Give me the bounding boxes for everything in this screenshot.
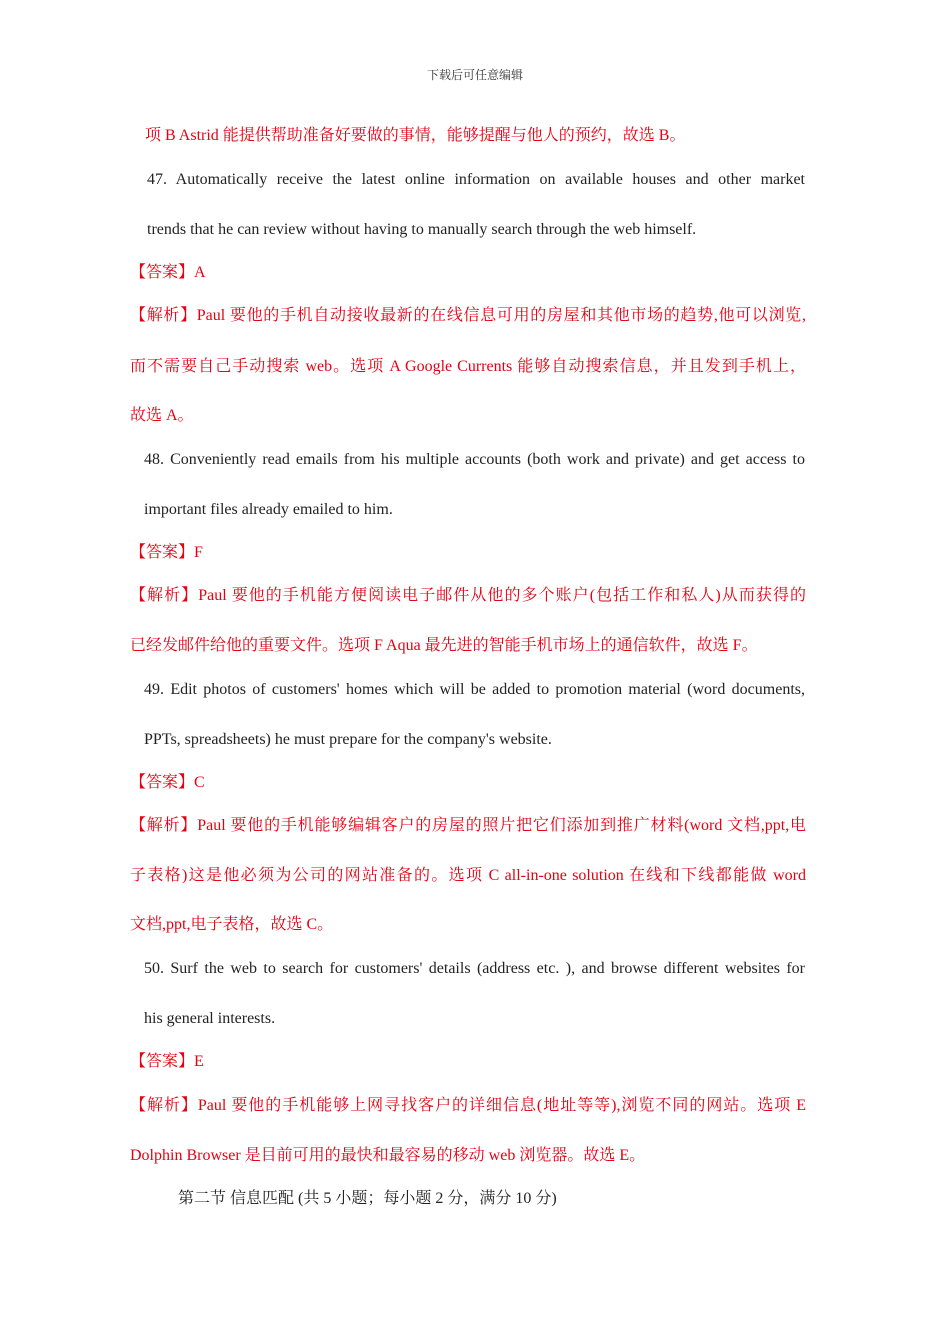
answer-50: 【答案】E: [130, 1053, 204, 1070]
explanation-49-line-1: 【解析】Paul 要他的手机能够编辑客户的房屋的照片把它们添加到推广材料(word 文档,ppt,电: [130, 817, 806, 834]
question-48-line-2: important files already emailed to him.: [144, 501, 393, 518]
page-header: 下载后可任意编辑: [426, 68, 523, 82]
answer-48: 【答案】F: [130, 544, 203, 561]
question-50-line-1: 50. Surf the web to search for customers' details (address etc. ), and browse different websites for: [144, 960, 805, 977]
explanation-47-line-2: 而不需要自己手动搜索 web。选项 A Google Currents 能够自动搜索信息，并且发到手机上，: [130, 358, 806, 375]
answer-49: 【答案】C: [130, 774, 205, 791]
section-title: 第二节 信息匹配 (共 5 小题；每小题 2 分，满分 10 分): [178, 1190, 557, 1207]
explanation-50-line-2: Dolphin Browser 是目前可用的最快和最容易的移动 web 浏览器。故选 E。: [130, 1147, 646, 1164]
explanation-48-line-1: 【解析】Paul 要他的手机能方便阅读电子邮件从他的多个账户(包括工作和私人)从而获得的: [130, 587, 806, 604]
explanation-49-line-2: 子表格)这是他必须为公司的网站准备的。选项 C all-in-one solution 在线和下线都能做 word: [130, 867, 806, 884]
explanation-48-line-2: 已经发邮件给他的重要文件。选项 F Aqua 最先进的智能手机市场上的通信软件，故选 F。: [130, 637, 758, 654]
explanation-46-tail: 项 B Astrid 能提供帮助准备好要做的事情，能够提醒与他人的预约，故选 B。: [145, 127, 686, 144]
explanation-47-line-3: 故选 A。: [130, 407, 194, 424]
question-50-line-2: his general interests.: [144, 1010, 276, 1027]
question-47-line-2: trends that he can review without having to manually search through the web himself.: [147, 221, 697, 238]
explanation-47-line-1: 【解析】Paul 要他的手机自动接收最新的在线信息可用的房屋和其他市场的趋势,他可以浏览,: [130, 307, 806, 324]
explanation-50-line-1: 【解析】Paul 要他的手机能够上网寻找客户的详细信息(地址等等),浏览不同的网站。选项 E: [130, 1097, 806, 1114]
question-49-line-2: PPTs, spreadsheets) he must prepare for the company's website.: [144, 731, 552, 748]
question-48-line-1: 48. Conveniently read emails from his multiple accounts (both work and private) and get access to: [144, 451, 805, 468]
explanation-49-line-3: 文档,ppt,电子表格，故选 C。: [130, 916, 334, 933]
question-47-line-1: 47. Automatically receive the latest online information on available houses and other market: [147, 171, 805, 188]
question-49-line-1: 49. Edit photos of customers' homes which will be added to promotion material (word documents,: [144, 681, 805, 698]
answer-47: 【答案】A: [130, 264, 206, 281]
